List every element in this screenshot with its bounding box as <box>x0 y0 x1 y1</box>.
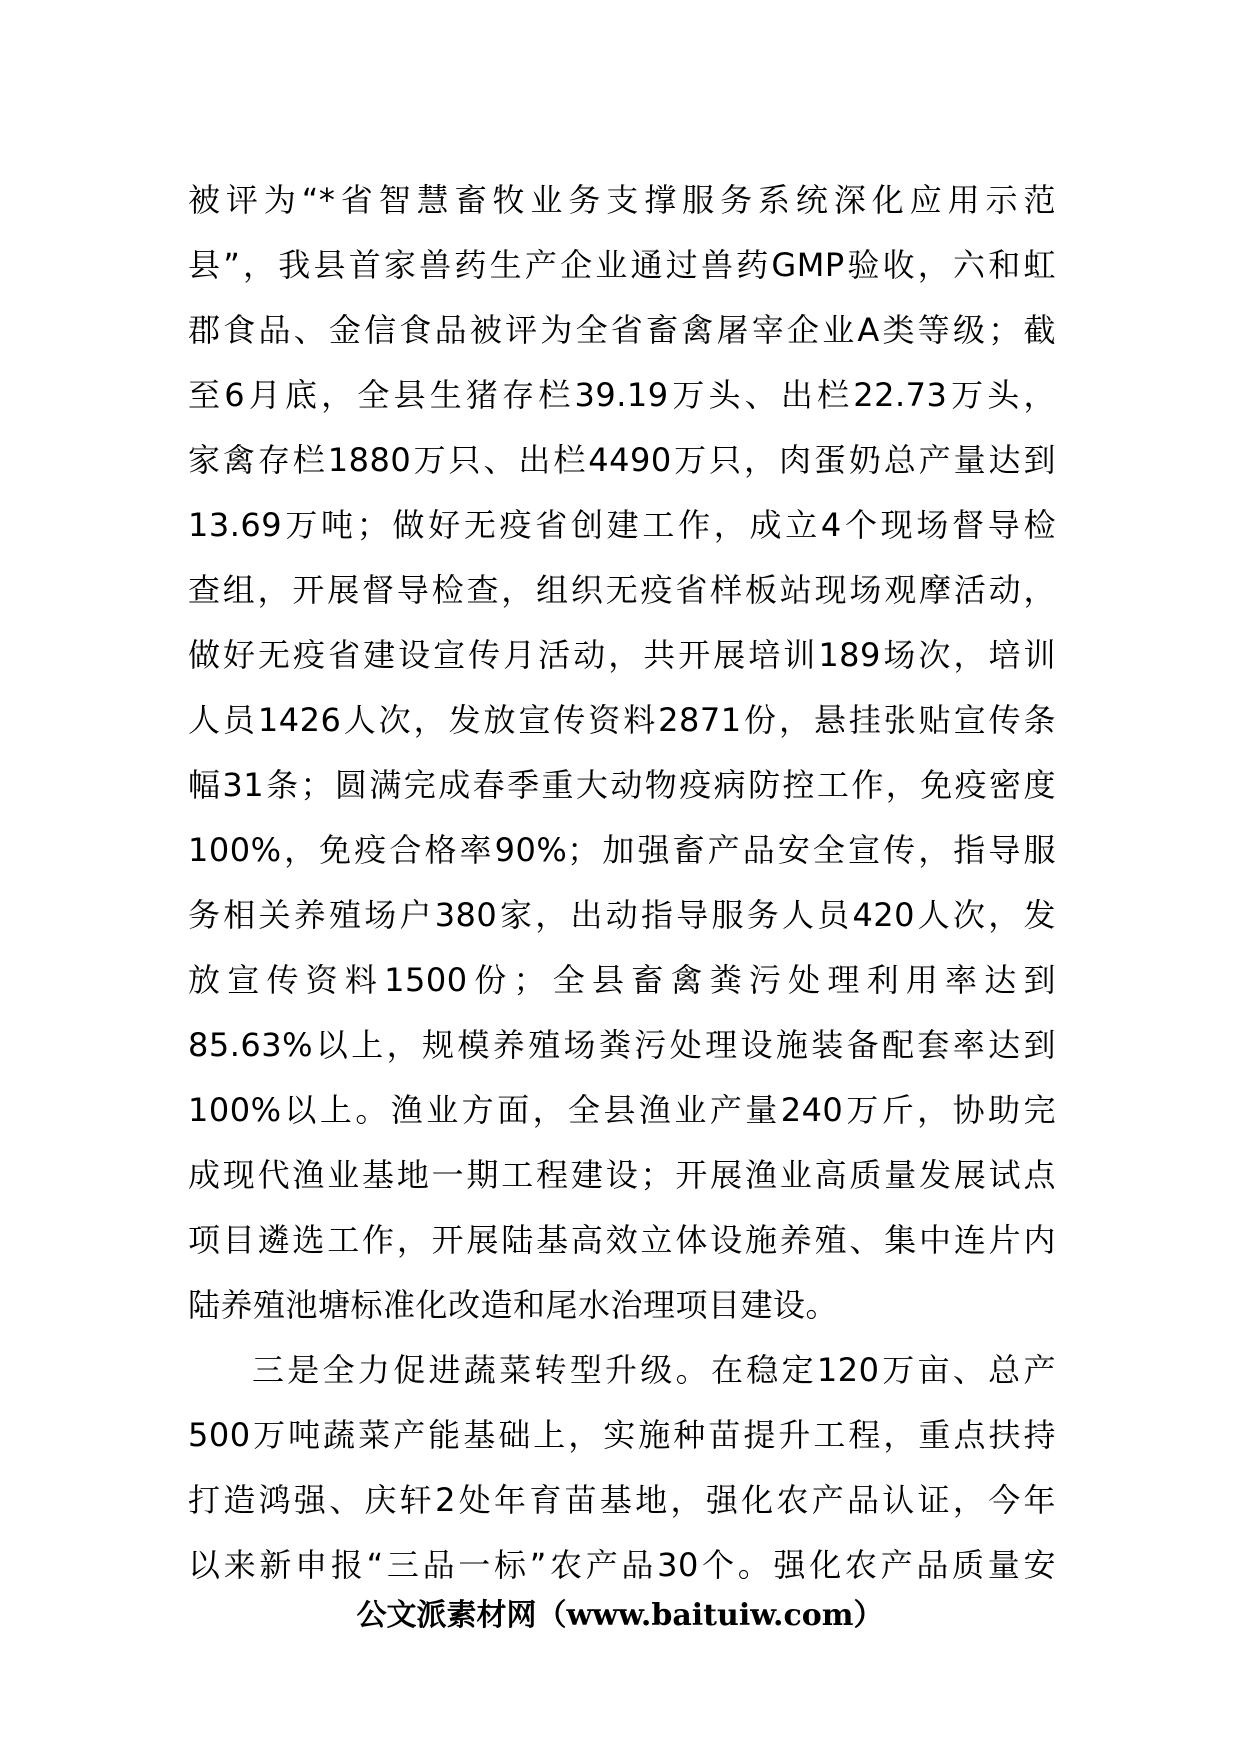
paragraph-first-line: 三是全力促进蔬菜转型升级。在稳定120万亩、总产 <box>252 1351 1056 1389</box>
text-line: 被评为“*省智慧畜牧业务支撑服务系统深化应用示范 <box>188 181 1056 219</box>
text-line: 至6月底，全县生猪存栏39.19万头、出栏22.73万头， <box>188 376 1056 414</box>
paragraph-last-line: 陆养殖池塘标准化改造和尾水治理项目建设。 <box>188 1286 839 1324</box>
text-line: 幅31条；圆满完成春季重大动物疫病防控工作，免疫密度 <box>188 766 1056 804</box>
text-line: 85.63%以上，规模养殖场粪污处理设施装备配套率达到 <box>188 1026 1056 1064</box>
text-line: 100%，免疫合格率90%；加强畜产品安全宣传，指导服 <box>188 831 1056 869</box>
text-line: 成现代渔业基地一期工程建设；开展渔业高质量发展试点 <box>188 1156 1056 1194</box>
text-line: 13.69万吨；做好无疫省创建工作，成立4个现场督导检 <box>188 506 1056 544</box>
text-line: 放宣传资料1500份；全县畜禽粪污处理利用率达到 <box>188 961 1056 999</box>
text-line: 做好无疫省建设宣传月活动，共开展培训189场次，培训 <box>188 636 1056 674</box>
text-line: 打造鸿强、庆轩2处年育苗基地，强化农产品认证，今年 <box>188 1481 1056 1519</box>
text-line: 郡食品、金信食品被评为全省畜禽屠宰企业A类等级；截 <box>188 311 1056 349</box>
text-line: 以来新申报“三品一标”农产品30个。强化农产品质量安 <box>188 1546 1056 1584</box>
text-line: 县”，我县首家兽药生产企业通过兽药GMP验收，六和虹 <box>188 246 1056 284</box>
text-line: 查组，开展督导检查，组织无疫省样板站现场观摩活动， <box>188 571 1056 609</box>
text-line: 项目遴选工作，开展陆基高效立体设施养殖、集中连片内 <box>188 1221 1056 1259</box>
footer-watermark: 公文派素材网（www.baituiw.com） <box>356 1598 884 1633</box>
text-line: 家禽存栏1880万只、出栏4490万只，肉蛋奶总产量达到 <box>188 441 1056 479</box>
text-line: 100%以上。渔业方面，全县渔业产量240万斤，协助完 <box>188 1091 1056 1129</box>
text-line: 人员1426人次，发放宣传资料2871份，悬挂张贴宣传条 <box>188 701 1056 739</box>
text-line: 500万吨蔬菜产能基础上，实施种苗提升工程，重点扶持 <box>188 1416 1056 1454</box>
text-line: 务相关养殖场户380家，出动指导服务人员420人次，发 <box>188 896 1056 934</box>
body-text <box>188 168 1056 1598</box>
